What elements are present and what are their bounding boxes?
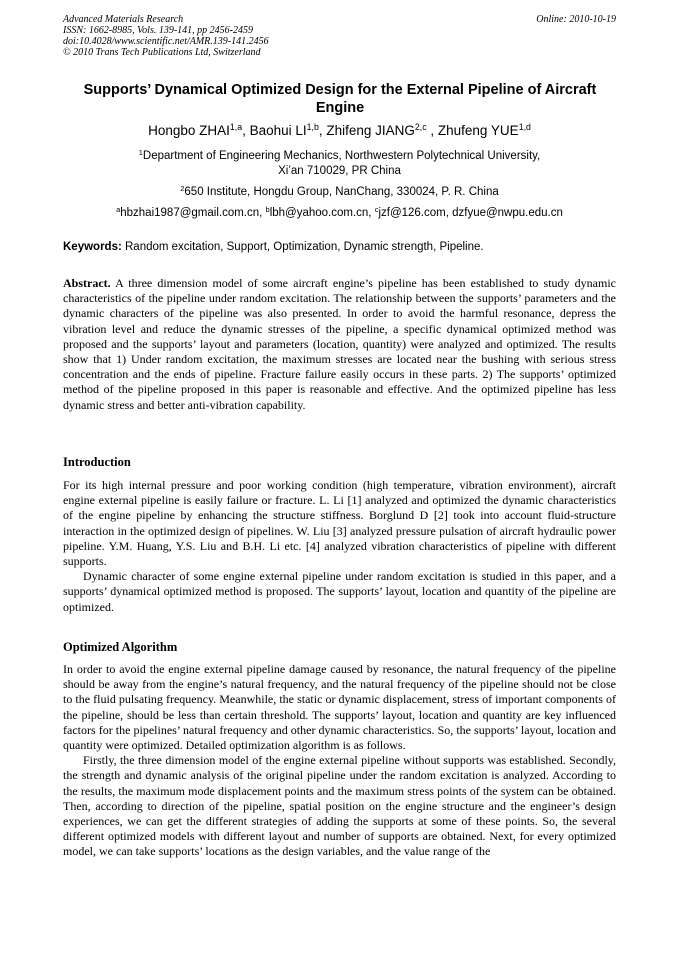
running-header	[63, 14, 616, 58]
copyright-line: © 2010 Trans Tech Publications Ltd, Switzerland	[63, 47, 261, 58]
affiliation-marker: 1	[138, 147, 143, 157]
affiliation-2	[63, 185, 616, 200]
issn-line: ISSN: 1662-8985, Vols. 139-141, pp 2456-2459	[63, 25, 253, 36]
affiliation-text: 650 Institute, Hongdu Group, NanChang, 330024, P. R. China	[184, 186, 499, 198]
online-date: Online: 2010-10-19	[536, 14, 616, 25]
abstract-text: A three dimension model of some aircraft engine’s pipeline has been established to study dynamic characteristics of the pipeline under random excitation. The relationship between the supports’ parameters and the dynamic characters of the pipeline was also presented. In order to avoid the harmful resonance, depress the vibration level and reduce the dynamic stresses of the pipeline, a specific dynamical optimized method was proposed and the supports’ layout and parameters (location, quantity) were analyzed and optimized. The results show that 1) Under random excitation, the maximum stresses are located near the bushing with serious stress concentration and the ends of pipeline. Fracture failure easily occurs in these parts. 2) The supports’ optimized method of the pipeline proposed in this paper is reasonable and effective. And the optimized pipeline has less dynamic stress and better anti-vibration capability.	[63, 276, 616, 412]
keywords	[63, 240, 616, 255]
paper-title: Supports’ Dynamical Optimized Design for the External Pipeline of Aircraft Engine	[83, 82, 597, 116]
author-emails	[63, 206, 616, 221]
abstract	[63, 276, 616, 413]
author-affiliation-marker: 1,d	[518, 122, 531, 133]
author: Baohui LI	[249, 123, 307, 138]
paragraph: In order to avoid the engine external pipeline damage caused by resonance, the natural frequency of the pipeline should be away from the engine’s natural frequency, and the natural frequency of the pipeline should not be close to the fluid pulsating frequency. Meanwhile, the static or dynamic displacement, stress of important components of the pipeline, should be less than certain threshold. The supports’ layout, location and quantity are key influenced factors for the pipelines’ natural frequency and other dynamic characteristics. So, the supports’ layout, location and quantity were optimized. Detailed optimization algorithm is as follows.	[63, 662, 616, 753]
abstract-label: Abstract.	[63, 276, 111, 290]
email-marker: c	[374, 204, 379, 214]
algorithm-body	[63, 662, 616, 860]
email-text[interactable]: jzf@126.com, dzfyue@nwpu.edu.cn	[378, 207, 563, 219]
email-marker: b	[265, 204, 270, 214]
section-heading-introduction: Introduction	[63, 455, 131, 469]
doi-line[interactable]: doi:10.4028/www.scientific.net/AMR.139-141.2456	[63, 36, 269, 47]
author: Zhifeng JIANG	[326, 123, 415, 138]
author-affiliation-marker: 1,a	[229, 122, 243, 133]
paragraph: For its high internal pressure and poor working condition (high temperature, vibration environment), aircraft engine external pipeline is easily failure or fracture. L. Li [1] analyzed and optimized the dynamic characteristics of the engine pipeline by enhancing the structure stiffness. Borglund D [2] took into account fluid-structure interaction in the optimized design of pipelines. W. Liu [3] analyzed pressure pulsation of aircraft hydraulic power pipeline. Y.M. Huang, Y.S. Liu and B.H. Li etc. [4] analyzed vibration characteristics of pipeline with different supports.	[63, 478, 616, 569]
author-separator: ,	[318, 123, 327, 138]
author: Zhufeng YUE	[437, 123, 519, 138]
email-text[interactable]: lbh@yahoo.com.cn,	[269, 207, 375, 219]
author-affiliation-marker: 1,b	[306, 122, 319, 133]
keywords-label: Keywords:	[63, 241, 122, 253]
affiliation-1	[63, 149, 616, 179]
introduction-body	[63, 478, 616, 615]
author: Hongbo ZHAI	[148, 123, 230, 138]
keywords-text: Random excitation, Support, Optimization, Dynamic strength, Pipeline.	[121, 241, 484, 253]
author-separator: ,	[242, 123, 250, 138]
section-heading-algorithm: Optimized Algorithm	[63, 640, 178, 654]
paragraph: Firstly, the three dimension model of the engine external pipeline without supports was established. Secondly, the strength and dynamic analysis of the original pipeline under the random excitation is analyzed. According to the results, the maximum mode displacement points and the maximum stress points of the system can be obtained. Then, according to direction of the pipeline, spatial position on the engine structure and the engineer’s design experiences, we can get the different strategies of adding the supports at some of these points. So, the several different optimized models with different layout and number of supports are obtained. Next, for every optimized model, we can take supports’ locations as the design variables, and the value range of the	[63, 753, 616, 859]
author-separator: ,	[426, 123, 438, 138]
email-text[interactable]: hbzhai1987@gmail.com.cn,	[120, 207, 266, 219]
affiliation-text: Department of Engineering Mechanics, Northwestern Polytechnical University,	[142, 150, 541, 162]
affiliation-text: Xi’an 710029, PR China	[278, 165, 401, 177]
email-marker: a	[116, 204, 121, 214]
journal-name: Advanced Materials Research	[63, 14, 184, 25]
author-affiliation-marker: 2,c	[414, 122, 427, 133]
author-list	[63, 122, 616, 140]
paragraph: Dynamic character of some engine external pipeline under random excitation is studied in this paper, and a supports’ dynamical optimized method is proposed. The supports’ layout, location and quantity of the pipeline are optimized.	[63, 569, 616, 614]
affiliation-marker: 2	[180, 183, 185, 193]
